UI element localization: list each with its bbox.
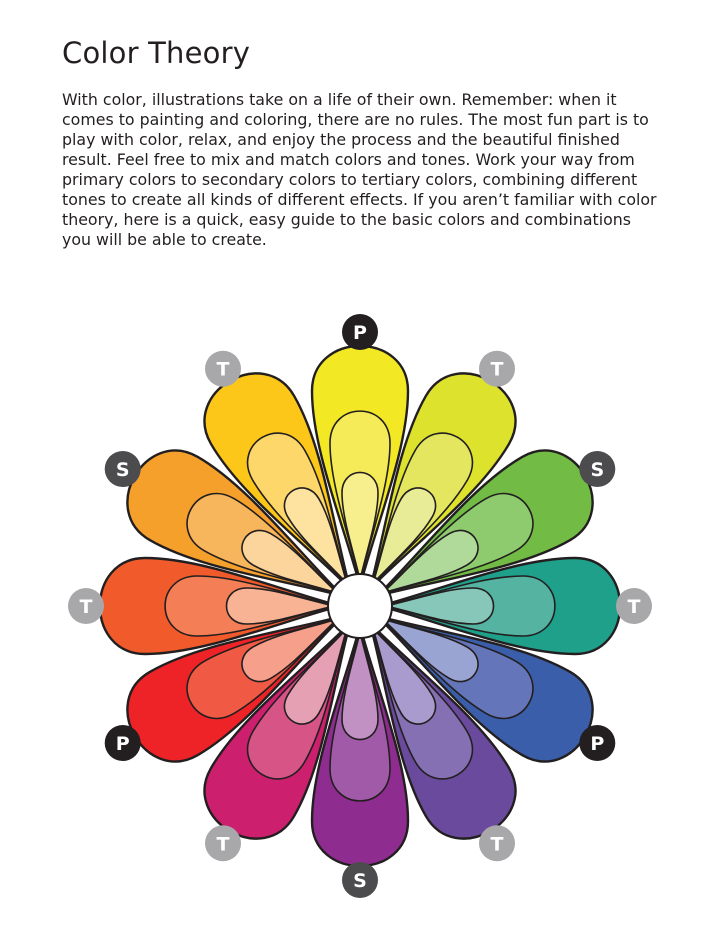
badge-label: S — [590, 459, 605, 481]
badge-label: T — [627, 596, 641, 618]
center-circle — [328, 574, 392, 638]
badge-T-blue-violet — [479, 825, 515, 861]
badge-label: T — [216, 833, 230, 856]
petal-yellow-tone-3 — [342, 472, 378, 580]
badge-S-violet — [342, 862, 378, 898]
color-wheel — [0, 290, 715, 940]
petal-blue-green-tone-3 — [386, 588, 494, 624]
badge-T-yellow-orange — [205, 351, 241, 387]
badge-label: T — [79, 596, 93, 618]
badge-label: T — [490, 358, 504, 381]
badge-T-yellow-green — [479, 351, 515, 387]
intro-paragraph: With color, illustrations take on a life of their own. Remember: when it comes to painting and coloring, there are no rules. The most fun part is to play with color, relax, and enjoy the process and the beautiful finished result. Feel free to mix and match colors and tones. Work your way from primary colors to secondary colors to tertiary colors, combining different tones to create all kinds of different effects. If you aren’t familiar with color theory, here is a quick, easy guide to the basic colors and combinations you will be able to create. — [62, 90, 657, 249]
badge-P-yellow — [342, 314, 378, 350]
badge-T-red-violet — [205, 825, 241, 861]
badge-label: P — [353, 322, 367, 344]
badge-label: S — [115, 459, 130, 481]
petal-red-orange-tone-3 — [226, 588, 334, 624]
badge-label: T — [216, 358, 230, 381]
page-title: Color Theory — [62, 36, 251, 70]
badge-label: P — [590, 733, 605, 755]
petal-violet-tone-3 — [342, 632, 378, 740]
badge-P-blue — [579, 725, 615, 761]
badge-S-orange — [105, 451, 141, 487]
badge-T-red-orange — [68, 588, 104, 624]
badge-label: S — [353, 870, 367, 892]
badge-T-blue-green — [616, 588, 652, 624]
badge-S-green — [579, 451, 615, 487]
badge-P-red — [105, 725, 141, 761]
badge-label: P — [115, 733, 130, 755]
badge-label: T — [490, 833, 504, 856]
